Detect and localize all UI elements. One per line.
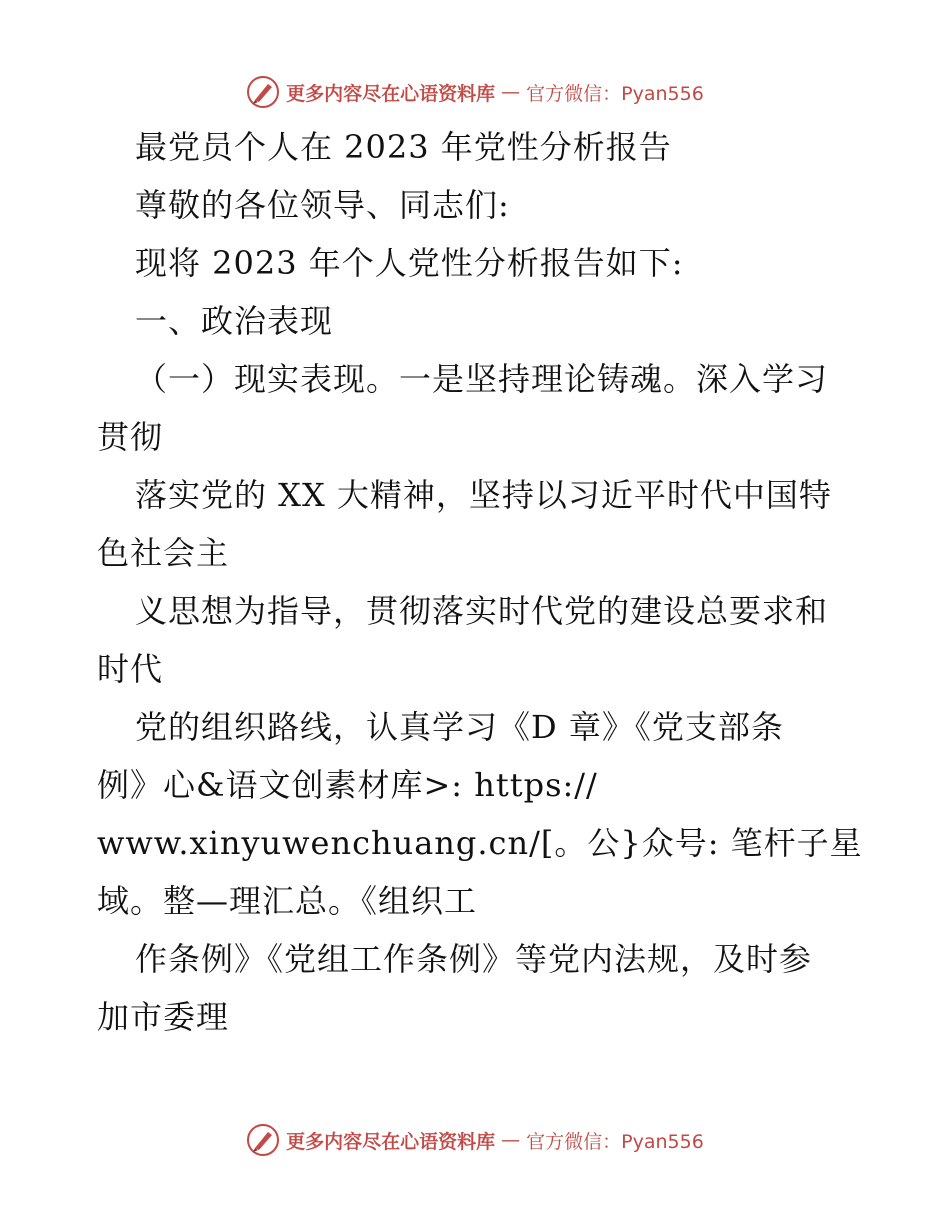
watermark-brand: 更多内容尽在心语资料库 — [286, 1130, 496, 1153]
document-body — [97, 118, 867, 1046]
watermark-separator: — — [501, 1129, 521, 1151]
paragraph-line: 色社会主 — [97, 534, 230, 572]
footer-watermark — [0, 1120, 950, 1160]
paragraph-line: 党的组织路线，认真学习《D 章》《党支部条 — [135, 708, 784, 746]
paragraph-line: （一）现实表现。一是坚持理论铸魂。深入学习 — [135, 360, 829, 398]
header-watermark — [0, 72, 950, 112]
paragraph-line: 落实党的 XX 大精神，坚持以习近平时代中国特 — [135, 476, 832, 514]
section-heading: 一、政治表现 — [135, 302, 334, 340]
paragraph-line: 义思想为指导，贯彻落实时代党的建设总要求和 — [135, 592, 829, 630]
watermark-wechat: 官方微信：Pyan556 — [526, 1130, 704, 1153]
salutation: 尊敬的各位领导、同志们: — [135, 186, 510, 224]
paragraph-line: 时代 — [97, 650, 164, 688]
watermark-brand: 更多内容尽在心语资料库 — [286, 82, 496, 105]
intro-line: 现将 2023 年个人党性分析报告如下: — [135, 244, 684, 282]
paragraph-line: 域。整—理汇总。《组织工 — [97, 882, 478, 920]
paragraph-line: 贯彻 — [97, 418, 164, 456]
document-title: 最党员个人在 2023 年党性分析报告 — [135, 128, 672, 166]
paragraph-line: www.xinyuwenchuang.cn/[。公}众号: 笔杆子星 — [97, 824, 863, 862]
paragraph-line: 例》心&语文创素材库>: https:// — [97, 766, 598, 804]
pen-logo-icon — [246, 75, 280, 109]
watermark-separator: — — [501, 81, 521, 103]
pen-logo-icon — [246, 1123, 280, 1157]
paragraph-line: 加市委理 — [97, 998, 230, 1036]
watermark-wechat: 官方微信：Pyan556 — [526, 82, 704, 105]
paragraph-line: 作条例》《党组工作条例》等党内法规，及时参 — [135, 940, 813, 978]
